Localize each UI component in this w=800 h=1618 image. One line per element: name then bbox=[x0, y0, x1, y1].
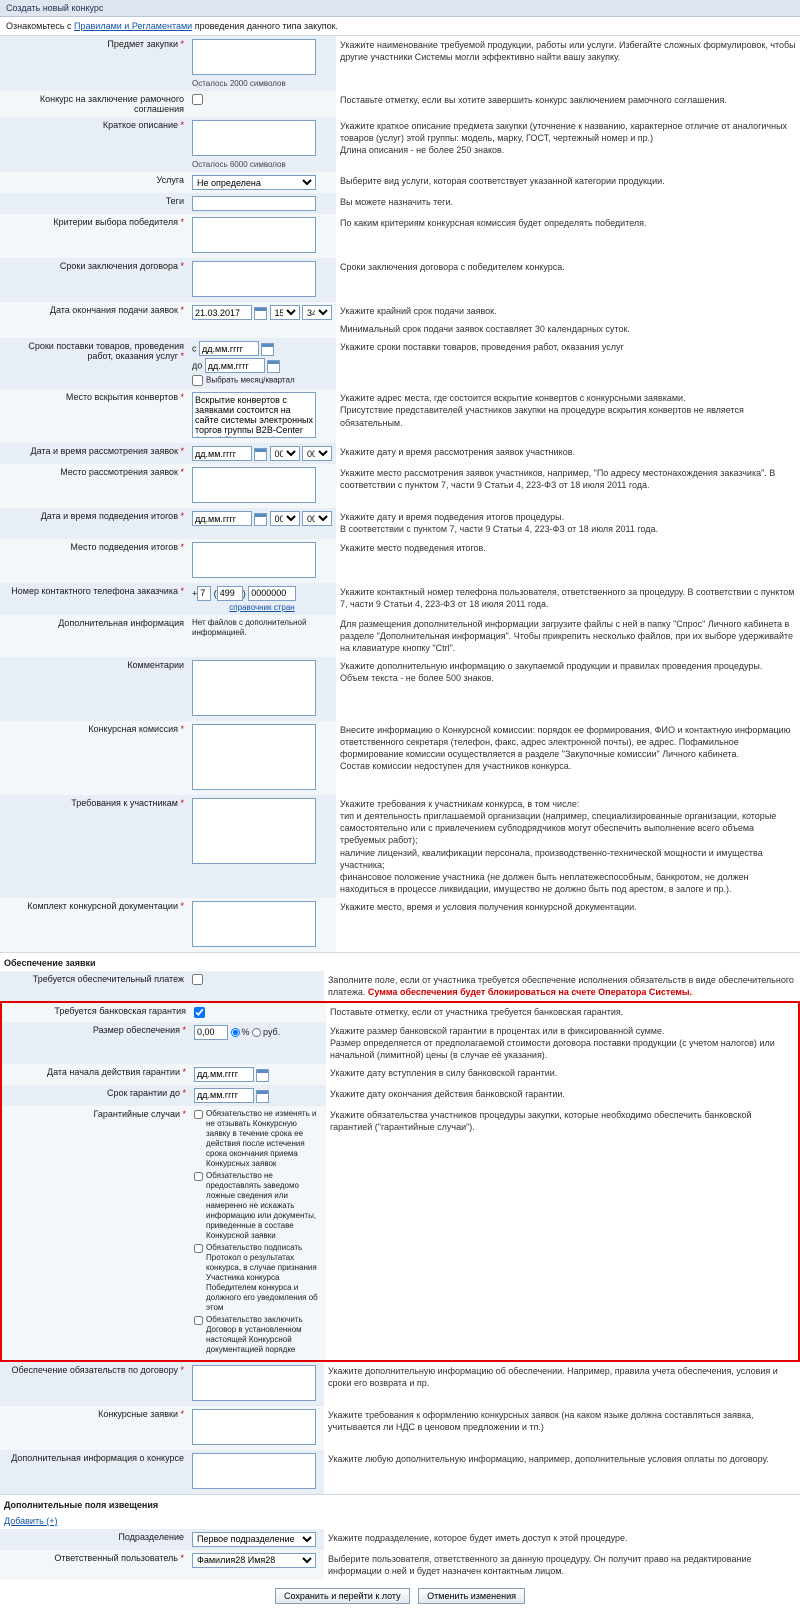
guarantee-case-label: Обязательство заключить Договор в установленном настоящей Конкурсной документацией порядке bbox=[206, 1314, 303, 1354]
form-row bbox=[2, 1003, 798, 1021]
field-cell bbox=[188, 657, 336, 721]
add-extra-field-link[interactable]: Добавить (+) bbox=[4, 1515, 58, 1526]
field-label: Критерии выбора победителя * bbox=[0, 214, 188, 258]
phone-country-input[interactable] bbox=[197, 586, 211, 601]
textarea-field[interactable] bbox=[192, 392, 316, 438]
field-cell bbox=[188, 36, 336, 91]
field-cell bbox=[190, 1106, 326, 1360]
field-cell bbox=[188, 539, 336, 583]
select-field[interactable] bbox=[192, 1532, 316, 1547]
text-field[interactable] bbox=[192, 196, 316, 211]
form-row bbox=[2, 1085, 798, 1106]
textarea-field[interactable] bbox=[192, 798, 316, 864]
required-mark: * bbox=[180, 120, 184, 130]
textarea-field[interactable] bbox=[192, 1365, 316, 1401]
required-mark: * bbox=[182, 1108, 186, 1119]
required-mark: * bbox=[180, 1364, 184, 1375]
field-label: Теги bbox=[0, 193, 188, 214]
field-cell bbox=[188, 117, 336, 172]
checkbox-field[interactable] bbox=[194, 1007, 205, 1018]
required-mark: * bbox=[180, 217, 184, 227]
field-label: Дополнительная информация о конкурсе bbox=[0, 1450, 188, 1494]
hint-warning: Сумма обеспечения будет блокироваться на счете Оператора Системы. bbox=[367, 987, 693, 998]
minute-select[interactable] bbox=[302, 305, 332, 320]
static-value: Нет файлов с дополнительной информацией. bbox=[192, 617, 307, 637]
date-to-input[interactable] bbox=[205, 358, 265, 373]
guarantee-case-item[interactable] bbox=[194, 1171, 322, 1241]
notice-suffix: проведения данного типа закупок. bbox=[192, 21, 339, 31]
unit-percent-radio[interactable] bbox=[231, 1028, 240, 1037]
field-cell bbox=[188, 302, 336, 338]
textarea-field[interactable] bbox=[192, 724, 316, 790]
form-row bbox=[0, 338, 800, 389]
date-from-row: с дд.мм.гггг bbox=[192, 341, 332, 356]
field-label: Требования к участникам * bbox=[0, 795, 188, 898]
field-hint: Укажите дату и время рассмотрения заявок участников. bbox=[336, 443, 800, 464]
field-cell bbox=[188, 214, 336, 258]
form-row bbox=[0, 1450, 800, 1494]
field-note: Осталось 6000 символов bbox=[192, 160, 286, 169]
unit-rub-label: руб. bbox=[263, 1027, 281, 1038]
calendar-icon[interactable] bbox=[256, 1069, 269, 1082]
textarea-field[interactable] bbox=[192, 39, 316, 75]
calendar-icon[interactable] bbox=[254, 448, 267, 461]
field-hint: Выберите вид услуги, которая соответствует указанной категории продукции. bbox=[336, 172, 800, 193]
field-label: Дата и время подведения итогов * bbox=[0, 508, 188, 538]
required-mark: * bbox=[180, 1552, 184, 1563]
date-input[interactable] bbox=[192, 511, 252, 526]
field-cell bbox=[188, 898, 336, 952]
after-guarantee-form bbox=[0, 1362, 800, 1494]
hour-select[interactable] bbox=[270, 511, 300, 526]
textarea-field[interactable] bbox=[192, 217, 316, 253]
form-row bbox=[0, 508, 800, 538]
field-label: Сроки поставки товаров, проведения работ, оказания услуг * bbox=[0, 338, 188, 389]
form-row bbox=[0, 258, 800, 302]
required-mark: * bbox=[182, 1066, 186, 1077]
field-cell bbox=[188, 1450, 324, 1494]
required-mark: * bbox=[180, 541, 184, 552]
field-label: Комплект конкурсной документации * bbox=[0, 898, 188, 952]
minute-select[interactable] bbox=[302, 511, 332, 526]
field-cell bbox=[188, 1362, 324, 1406]
field-hint: Укажите требования к участникам конкурса, в том числе: тип и деятельность приглашаемой организации (например, специализированные организации, которые самостоятельно или с привлечением субподрядчиков могут обеспечить выполнение всего объема требуемых работ); наличие лицензий, квалификации персонала, производственно-технической мощности и имущества участника; финансовое положение участника (не должен быть неплатежеспособным, банкротом, не должен находиться в процессе ликвидации, имущество не должно быть под арестом, в залоге и пр.). bbox=[336, 795, 800, 898]
guarantee-case-checkbox[interactable] bbox=[194, 1110, 203, 1119]
field-hint: Укажите подразделение, которое будет иметь доступ к этой процедуре. bbox=[324, 1529, 800, 1550]
calendar-icon[interactable] bbox=[256, 1090, 269, 1103]
month-quarter-checkbox[interactable] bbox=[192, 375, 203, 386]
field-label: Место подведения итогов * bbox=[0, 539, 188, 583]
field-cell bbox=[190, 1022, 326, 1064]
form-row bbox=[0, 539, 800, 583]
bank-guarantee-block bbox=[0, 1001, 800, 1362]
field-cell bbox=[188, 258, 336, 302]
form-row bbox=[0, 1550, 800, 1580]
form-actions bbox=[0, 1580, 800, 1618]
form-row bbox=[0, 389, 800, 443]
field-label: Конкурсная комиссия * bbox=[0, 721, 188, 795]
field-cell bbox=[188, 389, 336, 443]
rules-link[interactable]: Правилами и Регламентами bbox=[74, 21, 193, 31]
textarea-field[interactable] bbox=[192, 120, 316, 156]
field-cell bbox=[188, 338, 336, 389]
field-hint: Укажите любую дополнительную информацию, например, дополнительные условия оплаты по договору. bbox=[324, 1450, 800, 1494]
window-title: Создать новый конкурс bbox=[0, 0, 800, 17]
field-label: Услуга bbox=[0, 172, 188, 193]
form-row bbox=[0, 193, 800, 214]
guarantee-case-item[interactable] bbox=[194, 1109, 322, 1169]
required-mark: * bbox=[182, 1087, 186, 1098]
required-mark: * bbox=[180, 305, 184, 315]
field-hint: Укажите дату и время подведения итогов процедуры. В соответствии с пунктом 7, части 9 Статьи 4, 223-ФЗ от 18 июля 2011 года. bbox=[336, 508, 800, 538]
guarantee-case-checkbox[interactable] bbox=[194, 1316, 203, 1325]
calendar-icon[interactable] bbox=[254, 307, 267, 320]
field-hint: Сроки заключения договора с победителем конкурса. bbox=[336, 258, 800, 302]
form-row bbox=[0, 36, 800, 91]
field-hint: Укажите дату окончания действия банковской гарантии. bbox=[326, 1085, 798, 1106]
guarantee-case-checkbox[interactable] bbox=[194, 1172, 203, 1181]
field-cell bbox=[188, 443, 336, 464]
date-input[interactable] bbox=[192, 446, 252, 461]
minute-select[interactable] bbox=[302, 446, 332, 461]
hour-select[interactable] bbox=[270, 446, 300, 461]
field-hint: Укажите размер банковской гарантии в процентах или в фиксированной сумме. Размер определяется от предполагаемой стоимости договора поставки продукции (с учетом налогов) или начальной (лимитной) цены (в случае её указания). bbox=[326, 1022, 798, 1064]
date-input[interactable] bbox=[194, 1088, 254, 1103]
required-mark: * bbox=[180, 901, 184, 912]
field-cell bbox=[188, 1550, 324, 1580]
form-row bbox=[0, 117, 800, 172]
save-button[interactable]: Сохранить и перейти к лоту bbox=[275, 1588, 410, 1604]
extra-form bbox=[0, 1529, 800, 1580]
field-label: Требуется банковская гарантия bbox=[2, 1003, 190, 1021]
field-label: Обеспечение обязательств по договору * bbox=[0, 1362, 188, 1406]
field-hint: Укажите дополнительную информацию о закупаемой продукции и правилах проведения процедуры. Объем текста - не более 500 знаков. bbox=[336, 657, 800, 721]
unit-rub-radio[interactable] bbox=[252, 1028, 261, 1037]
required-mark: * bbox=[180, 392, 184, 403]
country-directory-link[interactable]: справочник стран bbox=[229, 602, 295, 612]
field-cell bbox=[188, 795, 336, 898]
field-hint: Внесите информацию о Конкурсной комиссии: порядок ее формирования, ФИО и контактную информацию ответственного секретаря (телефон, факс, адрес электронной почты), ее адрес. Пофамильное формирование комиссии осуществляется в разделе "Закупочные комиссии" Личного кабинета. Состав комиссии недоступен для участников конкурса. bbox=[336, 721, 800, 795]
field-cell bbox=[190, 1064, 326, 1085]
form-row bbox=[0, 1406, 800, 1450]
form-row bbox=[0, 657, 800, 721]
amount-input[interactable] bbox=[194, 1025, 228, 1040]
form-row bbox=[0, 898, 800, 952]
calendar-icon[interactable] bbox=[267, 360, 280, 373]
calendar-icon[interactable] bbox=[261, 343, 274, 356]
form-row bbox=[2, 1064, 798, 1085]
field-hint: Укажите место подведения итогов. bbox=[336, 539, 800, 583]
guarantee-case-label: Обязательство подписать Протокол о результатах конкурса, в случае признания Участника конкурса Победителем конкурса и должного его уведомления об этом bbox=[206, 1242, 318, 1312]
field-label: Номер контактного телефона заказчика * bbox=[0, 583, 188, 615]
field-hint: Укажите требования к оформлению конкурсных заявок (на каком языке должна составляться заявка, учитывается ли НДС в ценовом предложении и тп.) bbox=[324, 1406, 800, 1450]
field-label: Гарантийные случаи * bbox=[2, 1106, 190, 1360]
main-form bbox=[0, 36, 800, 952]
security-form bbox=[0, 971, 800, 1001]
guarantee-case-item[interactable] bbox=[194, 1243, 322, 1313]
field-hint: По каким критериям конкурсная комиссия будет определять победителя. bbox=[336, 214, 800, 258]
field-hint: Укажите сроки поставки товаров, проведения работ, оказания услуг bbox=[336, 338, 800, 389]
field-label: Размер обеспечения * bbox=[2, 1022, 190, 1064]
phone-row: +7 ( 499 ) 0000000 bbox=[192, 586, 332, 601]
unit-percent-label: % bbox=[241, 1027, 250, 1038]
field-hint: Выберите пользователя, ответственного за данную процедуру. Он получит право на редактирование информации о ней и будет назначен контактным лицом. bbox=[324, 1550, 800, 1580]
form-row bbox=[0, 615, 800, 657]
field-label: Дата начала действия гарантии * bbox=[2, 1064, 190, 1085]
date-from-input[interactable] bbox=[199, 341, 259, 356]
form-row bbox=[0, 464, 800, 508]
field-label: Дата и время рассмотрения заявок * bbox=[0, 443, 188, 464]
field-label: Ответственный пользователь * bbox=[0, 1550, 188, 1580]
field-hint: Укажите обязательства участников процедуры закупки, которые необходимо обеспечить банковской гарантией ("гарантийные случаи"). bbox=[326, 1106, 798, 1360]
field-note: Осталось 2000 символов bbox=[192, 79, 286, 88]
hour-select[interactable] bbox=[270, 305, 300, 320]
field-label: Срок гарантии до * bbox=[2, 1085, 190, 1106]
form-row bbox=[0, 795, 800, 898]
form-row bbox=[0, 172, 800, 193]
required-mark: * bbox=[180, 585, 184, 596]
field-hint: Укажите место рассмотрения заявок участников, например, "По адресу местонахождения заказчика". В соответствии с пунктом 7, части 9 Статьи 4, 223-ФЗ от 18 июля 2011 года. bbox=[336, 464, 800, 508]
add-extra-field[interactable] bbox=[0, 1513, 800, 1529]
required-mark: * bbox=[182, 1024, 186, 1035]
field-hint: Поставьте отметку, если вы хотите завершить конкурс заключением рамочного соглашения. bbox=[336, 91, 800, 117]
field-label: Дополнительная информация bbox=[0, 615, 188, 657]
date-input[interactable] bbox=[192, 305, 252, 320]
field-cell bbox=[188, 172, 336, 193]
guarantee-case-checkbox[interactable] bbox=[194, 1244, 203, 1253]
guarantee-case-item[interactable] bbox=[194, 1315, 322, 1355]
required-mark: * bbox=[180, 39, 184, 49]
field-hint: Для размещения дополнительной информации загрузите файлы с ней в папку "Спрос" Личного кабинета в разделе "Дополнительная информация". Чтобы прикрепить несколько файлов, при их выборе удерживайте на клавиатуре кнопку "Ctrl". bbox=[336, 615, 800, 657]
field-label: Требуется обеспечительный платеж bbox=[0, 971, 188, 1001]
required-mark: * bbox=[180, 1408, 184, 1419]
textarea-field[interactable] bbox=[192, 1453, 316, 1489]
field-cell bbox=[188, 583, 336, 615]
field-label: Место вскрытия конвертов * bbox=[0, 389, 188, 443]
section-title-extra: Дополнительные поля извещения bbox=[0, 1494, 800, 1513]
field-hint: Укажите адрес места, где состоится вскрытие конвертов с конкурсными заявками. Присутствие представителей участников закупки на процедуре вскрытия конвертов не является обязательным. bbox=[336, 389, 800, 443]
form-row bbox=[2, 1106, 798, 1360]
select-field[interactable] bbox=[192, 1553, 316, 1568]
guarantee-case-label: Обязательство не предоставлять заведомо ложные сведения или намеренно не искажать информацию или документы, приведенные в составе Конкурсной заявки bbox=[206, 1170, 317, 1240]
form-row bbox=[0, 214, 800, 258]
phone-plus: + bbox=[192, 588, 198, 599]
field-label: Дата окончания подачи заявок * bbox=[0, 302, 188, 338]
field-hint: Укажите крайний срок подачи заявок. Минимальный срок подачи заявок составляет 30 календарных суток. bbox=[336, 302, 800, 338]
form-row bbox=[0, 443, 800, 464]
textarea-field[interactable] bbox=[192, 467, 316, 503]
field-cell bbox=[188, 721, 336, 795]
field-cell bbox=[188, 615, 336, 657]
required-mark: * bbox=[180, 467, 184, 478]
calendar-icon[interactable] bbox=[254, 513, 267, 526]
field-cell bbox=[188, 193, 336, 214]
field-hint: Укажите место, время и условия получения конкурсной документации. bbox=[336, 898, 800, 952]
field-hint: Поставьте отметку, если от участника требуется банковская гарантия. bbox=[326, 1003, 798, 1021]
notice-prefix: Ознакомьтесь с bbox=[6, 21, 75, 31]
field-cell bbox=[190, 1085, 326, 1106]
form-row bbox=[0, 1529, 800, 1550]
textarea-field[interactable] bbox=[192, 660, 316, 716]
section-title-security: Обеспечение заявки bbox=[0, 952, 800, 971]
required-mark: * bbox=[180, 797, 184, 808]
phone-code-input[interactable] bbox=[217, 586, 243, 601]
field-hint: Вы можете назначить теги. bbox=[336, 193, 800, 214]
field-cell bbox=[188, 971, 324, 1001]
field-hint: Укажите контактный номер телефона пользователя, ответственного за процедуру. В соответствии с пунктом 7, части 9 Статьи 4, 223-ФЗ от 18 июля 2011 года. bbox=[336, 583, 800, 615]
field-label: Предмет закупки * bbox=[0, 36, 188, 91]
textarea-field[interactable] bbox=[192, 1409, 316, 1445]
field-cell bbox=[190, 1003, 326, 1021]
field-hint: Укажите краткое описание предмета закупки (уточнение к названию, характерное отличие от аналогичных товаров (услуг) этой группы: модель, марку, ГОСТ, чертежный номер и пр.) Длина описания - не более 250 знаков. bbox=[336, 117, 800, 172]
field-cell bbox=[188, 1529, 324, 1550]
form-row bbox=[0, 583, 800, 615]
field-cell bbox=[188, 1406, 324, 1450]
required-mark: * bbox=[180, 511, 184, 522]
checkbox-field[interactable] bbox=[192, 94, 203, 105]
form-row bbox=[2, 1022, 798, 1064]
month-quarter-toggle[interactable]: Выбрать месяц/квартал bbox=[192, 375, 332, 386]
required-mark: * bbox=[180, 261, 184, 271]
required-mark: * bbox=[180, 723, 184, 734]
field-label: Краткое описание * bbox=[0, 117, 188, 172]
textarea-field[interactable] bbox=[192, 901, 316, 947]
field-label: Подразделение bbox=[0, 1529, 188, 1550]
field-hint: Укажите дату вступления в силу банковской гарантии. bbox=[326, 1064, 798, 1085]
date-to-row: до дд.мм.гггг bbox=[192, 358, 332, 373]
field-hint: Заполните поле, если от участника требуется обеспечение исполнения обязательств в виде обеспечительного платежа. Сумма обеспечения будет блокироваться на счете Оператора Системы. bbox=[324, 971, 800, 1001]
form-row bbox=[0, 91, 800, 117]
form-row bbox=[0, 1362, 800, 1406]
phone-number-input[interactable] bbox=[248, 586, 296, 601]
field-label: Сроки заключения договора * bbox=[0, 258, 188, 302]
field-hint: Укажите наименование требуемой продукции, работы или услуги. Избегайте сложных формулировок, чтобы другие участники Системы могли эффективно найти вашу закупку. bbox=[336, 36, 800, 91]
date-input[interactable] bbox=[194, 1067, 254, 1082]
field-cell bbox=[188, 508, 336, 538]
select-field[interactable] bbox=[192, 175, 316, 190]
field-cell bbox=[188, 464, 336, 508]
form-row bbox=[0, 971, 800, 1001]
cancel-button[interactable]: Отменить изменения bbox=[418, 1588, 525, 1604]
guarantee-form bbox=[2, 1003, 798, 1360]
field-hint: Укажите дополнительную информацию об обеспечении. Например, правила учета обеспечения, условия и сроки его возврата и пр. bbox=[324, 1362, 800, 1406]
form-row bbox=[0, 302, 800, 338]
guarantee-cases-list bbox=[194, 1109, 322, 1355]
form-row bbox=[0, 721, 800, 795]
hint-secondary: Минимальный срок подачи заявок составляет 30 календарных суток. bbox=[340, 324, 630, 335]
field-label: Место рассмотрения заявок * bbox=[0, 464, 188, 508]
required-mark: * bbox=[180, 351, 184, 362]
textarea-field[interactable] bbox=[192, 261, 316, 297]
checkbox-field[interactable] bbox=[192, 974, 203, 985]
guarantee-case-label: Обязательство не изменять и не отзывать Конкурсную заявку в течение срока ее действия после истечения срока окончания приема Конкурсных заявок bbox=[206, 1108, 317, 1168]
textarea-field[interactable] bbox=[192, 542, 316, 578]
required-mark: * bbox=[180, 446, 184, 457]
field-cell bbox=[188, 91, 336, 117]
field-label: Комментарии bbox=[0, 657, 188, 721]
field-label: Конкурс на заключение рамочного соглашения bbox=[0, 91, 188, 117]
field-label: Конкурсные заявки * bbox=[0, 1406, 188, 1450]
rules-notice bbox=[0, 17, 800, 36]
